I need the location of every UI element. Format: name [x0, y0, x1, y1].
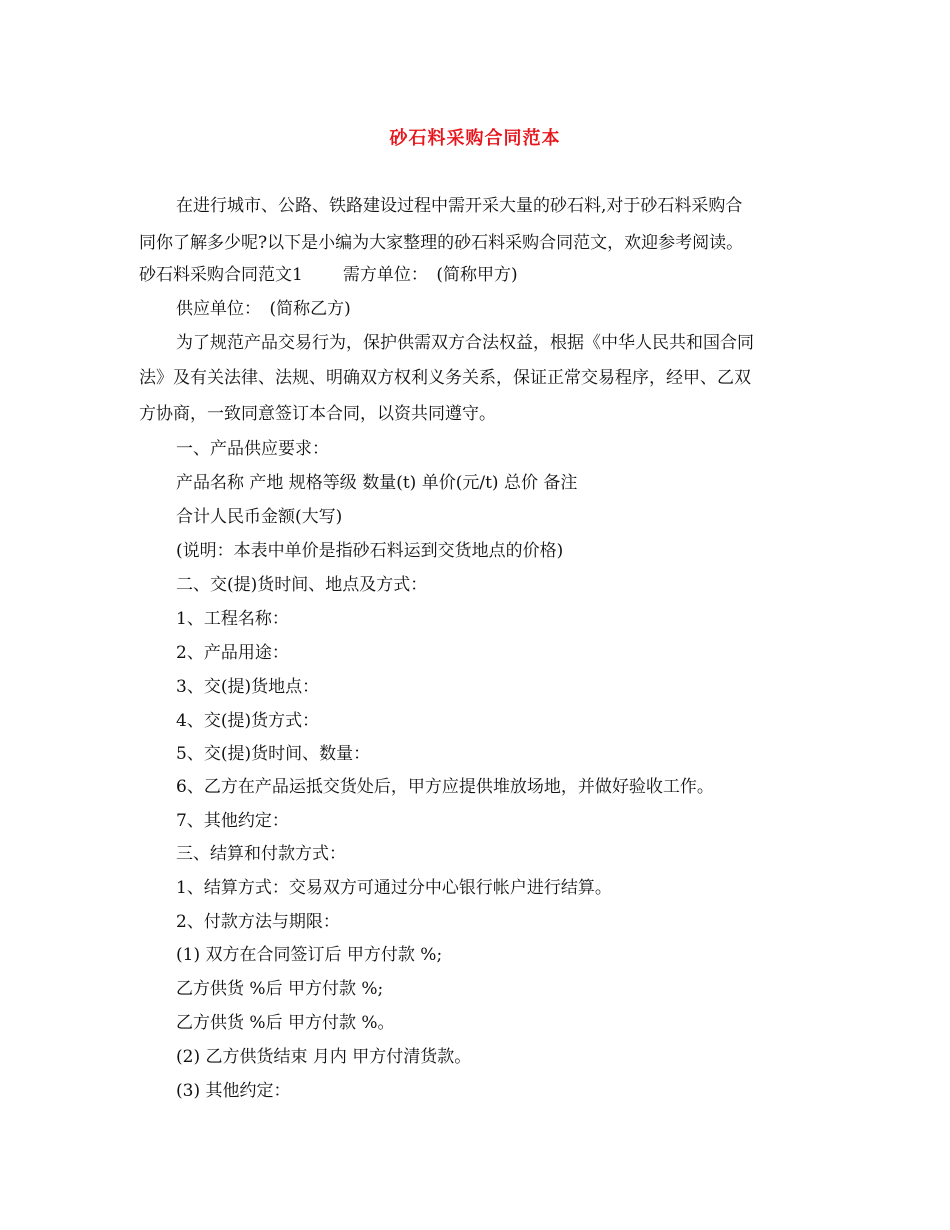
payment-term: 乙方供货 %后 甲方付款 %。 [176, 1013, 395, 1033]
clause-item: 5、交(提)货时间、数量： [176, 744, 371, 764]
payment-term: (2) 乙方供货结束 月内 甲方付清货款。 [176, 1047, 472, 1067]
payment-term: (3) 其他约定： [176, 1081, 291, 1101]
clause-item: 7、其他约定： [176, 811, 289, 831]
price-note: (说明：本表中单价是指砂石料运到交货地点的价格) [176, 541, 564, 561]
purpose-paragraph-line: 为了规范产品交易行为，保护供需双方合法权益，根据《中华人民共和国合同 [176, 333, 754, 353]
purpose-paragraph-line: 法》及有关法律、法规、明确双方权利义务关系，保证正常交易程序，经甲、乙双 [139, 368, 751, 388]
section-heading: 二、交(提)货时间、地点及方式： [176, 575, 428, 595]
clause-item: 1、结算方式：交易双方可通过分中心银行帐户进行结算。 [176, 878, 612, 898]
purpose-paragraph-line: 方协商，一致同意签订本合同，以资共同遵守。 [139, 404, 496, 424]
clause-item: 3、交(提)货地点： [176, 677, 320, 697]
intro-paragraph-line: 同你了解多少呢?以下是小编为大家整理的砂石料采购合同范文，欢迎参考阅读。 [139, 233, 744, 253]
section-heading: 一、产品供应要求： [176, 439, 329, 459]
supplier-unit: 供应单位： (简称乙方) [176, 299, 351, 319]
total-amount: 合计人民币金额(大写) [176, 507, 343, 527]
product-table-header: 产品名称 产地 规格等级 数量(t) 单价(元/t) 总价 备注 [176, 473, 578, 493]
clause-item: 2、产品用途： [176, 643, 289, 663]
clause-item: 4、交(提)货方式： [176, 711, 320, 731]
buyer-unit: 需方单位： (简称甲方) [342, 265, 518, 285]
intro-paragraph-line: 在进行城市、公路、铁路建设过程中需开采大量的砂石料,对于砂石料采购合 [176, 196, 743, 216]
clause-item: 6、乙方在产品运抵交货处后，甲方应提供堆放场地，并做好验收工作。 [176, 777, 714, 797]
payment-term: (1) 双方在合同签订后 甲方付款 %; [176, 945, 443, 965]
document-title: 砂石料采购合同范本 [389, 128, 561, 149]
payment-term: 乙方供货 %后 甲方付款 %; [176, 979, 384, 999]
clause-item: 1、工程名称： [176, 609, 289, 629]
section-heading: 三、结算和付款方式： [176, 844, 346, 864]
sample-heading: 砂石料采购合同范文1 [139, 265, 303, 285]
sample-heading-row [139, 264, 518, 286]
clause-item: 2、付款方法与期限： [176, 912, 340, 932]
